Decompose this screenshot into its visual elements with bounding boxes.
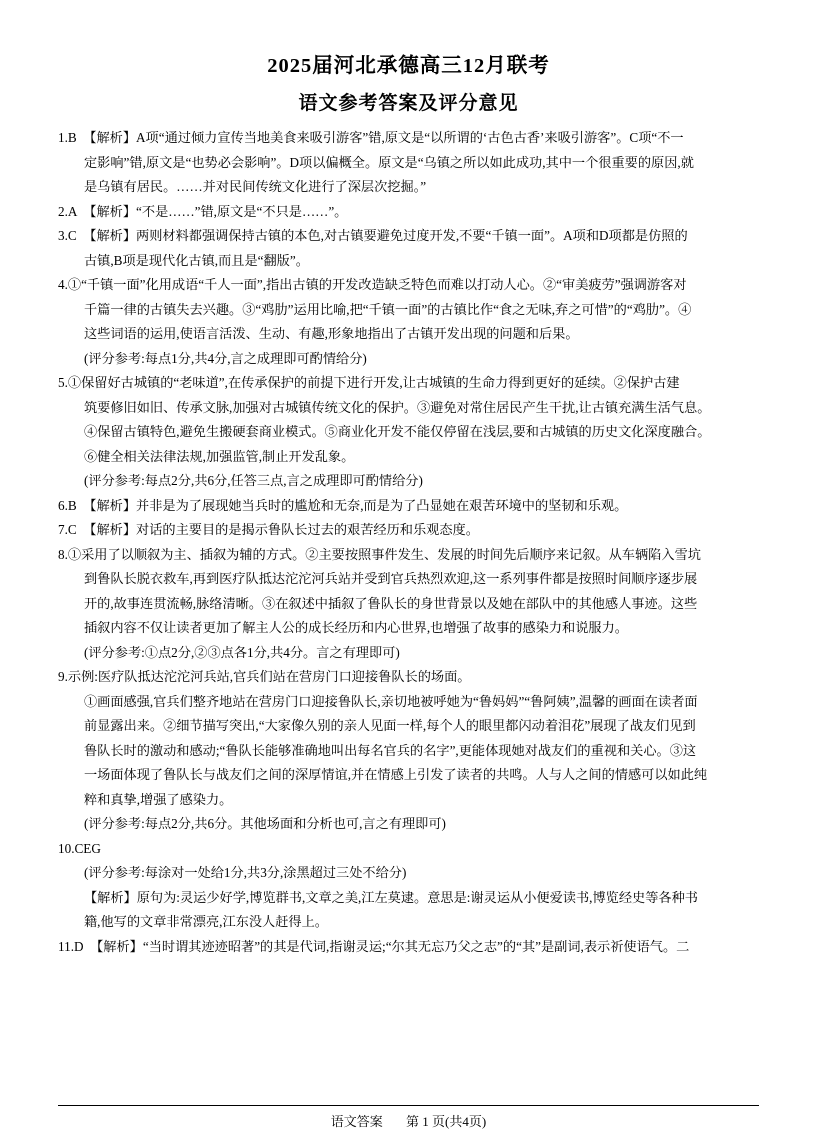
answer-line: 千篇一律的古镇失去兴趣。③“鸡肋”运用比喻,把“千镇一面”的古镇比作“食之无味,弃之可惜”的“鸡肋”。④ xyxy=(84,301,692,317)
answer-item-5 xyxy=(58,371,759,493)
footer-page-number: 第 1 页(共4页) xyxy=(406,1114,487,1129)
answer-line: 一场面体现了鲁队长与战友们之间的深厚情谊,并在情感上引发了读者的共鸣。人与人之间的情感可以如此纯 xyxy=(84,767,708,783)
answer-line: 6.B 【解析】并非是为了展现她当兵时的尴尬和无奈,而是为了凸显她在艰苦环境中的坚韧和乐观。 xyxy=(58,497,628,513)
page-subtitle: 语文参考答案及评分意见 xyxy=(298,92,519,114)
answer-line: 到鲁队长脱衣救车,再到医疗队抵达沱沱河兵站并受到官兵热烈欢迎,这一系列事件都是按照时间顺序逐步展 xyxy=(84,571,698,587)
answer-explanation: 【解析】原句为:灵运少好学,博览群书,文章之美,江左莫逮。意思是:谢灵运从小便爱读书,博览经史等各种书 xyxy=(84,889,698,905)
answer-line: 粹和真挚,增强了感染力。 xyxy=(84,791,233,807)
answer-line: 3.C 【解析】两则材料都强调保持古镇的本色,对古镇要避免过度开发,不要“千镇一面”。A项和D项都是仿照的 xyxy=(58,228,688,244)
answer-line: 古镇,B项是现代化古镇,而且是“翻版”。 xyxy=(84,252,309,268)
answer-item-4 xyxy=(58,273,759,370)
answer-item-9 xyxy=(58,665,759,836)
answer-line: 7.C 【解析】对话的主要目的是揭示鲁队长过去的艰苦经历和乐观态度。 xyxy=(58,522,479,538)
answer-line: 9.示例:医疗队抵达沱沱河兵站,官兵们站在营房门口迎接鲁队长的场面。 xyxy=(58,669,471,685)
answer-line: 5.①保留好古城镇的“老味道”,在传承保护的前提下进行开发,让古城镇的生命力得到更好的延续。②保护古建 xyxy=(58,375,680,391)
answer-line: ⑥健全相关法律法规,加强监管,制止开发乱象。 xyxy=(84,448,355,464)
answer-line: 鲁队长时的激动和感动;“鲁队长能够准确地叫出每名官兵的名字”,更能体现她对战友们的重视和关心。③这 xyxy=(84,742,697,758)
answer-item-3 xyxy=(58,224,759,272)
footer-divider xyxy=(58,1105,759,1106)
answer-item-2 xyxy=(58,200,759,224)
answer-line: 前显露出来。②细节描写突出,“大家像久别的亲人见面一样,每个人的眼里都闪动着泪花”展现了战友们见到 xyxy=(84,718,696,734)
answers-body xyxy=(58,126,759,958)
answer-line: 定影响”错,原文是“也势必会影响”。D项以偏概全。原文是“乌镇之所以如此成功,其中一个很重要的原因,就 xyxy=(84,154,694,170)
answer-line: 1.B 【解析】A项“通过倾力宣传当地美食来吸引游客”错,原文是“以所谓的‘古色古香’来吸引游客”。C项“不一 xyxy=(58,130,684,146)
scoring-note: (评分参考:每点2分,共6分,任答三点,言之成理即可酌情给分) xyxy=(84,473,423,489)
answer-item-10 xyxy=(58,837,759,934)
answer-line: 10.CEG xyxy=(58,840,101,856)
answer-line: ④保留古镇特色,避免生搬硬套商业模式。⑤商业化开发不能仅停留在浅层,要和古城镇的历史文化深度融合。 xyxy=(84,424,711,440)
page-title: 2025届河北承德高三12月联考 xyxy=(267,55,550,77)
answer-line: 8.①采用了以顺叙为主、插叙为辅的方式。②主要按照事件发生、发展的时间先后顺序来记叙。从车辆陷入雪坑 xyxy=(58,546,701,562)
answer-line: 这些词语的运用,使语言活泼、生动、有趣,形象地指出了古镇开发出现的问题和后果。 xyxy=(84,326,579,342)
answer-item-8 xyxy=(58,543,759,665)
answer-item-6 xyxy=(58,494,759,518)
scoring-note: (评分参考:①点2分,②③点各1分,共4分。言之有理即可) xyxy=(84,644,400,660)
answer-line: ①画面感强,官兵们整齐地站在营房门口迎接鲁队长,亲切地被呼她为“鲁妈妈”“鲁阿姨”,温馨的画面在读者面 xyxy=(84,693,698,709)
answer-line: 开的,故事连贯流畅,脉络清晰。③在叙述中插叙了鲁队长的身世背景以及她在部队中的其他感人事迹。这些 xyxy=(84,595,698,611)
footer-label: 语文答案 xyxy=(330,1114,383,1129)
scoring-note: (评分参考:每涂对一处给1分,共3分,涂黑超过三处不给分) xyxy=(84,865,407,881)
answer-item-1 xyxy=(58,126,759,199)
answer-line: 插叙内容不仅让读者更加了解主人公的成长经历和内心世界,也增强了故事的感染力和说服力。 xyxy=(84,620,628,636)
answer-line: 11.D 【解析】“当时谓其迹迹昭著”的其是代词,指谢灵运;“尔其无忘乃父之志”的“其”是副词,表示祈使语气。二 xyxy=(58,938,690,954)
answer-explanation: 籍,他写的文章非常漂亮,江东没人赶得上。 xyxy=(84,914,328,930)
answer-line: 是乌镇有居民。……并对民间传统文化进行了深层次挖掘。” xyxy=(84,179,427,195)
answer-line: 2.A 【解析】“不是……”错,原文是“不只是……”。 xyxy=(58,203,348,219)
answer-line: 筑要修旧如旧、传承文脉,加强对古城镇传统文化的保护。③避免对常住居民产生干扰,让古镇充满生活气息。 xyxy=(84,399,711,415)
scoring-note: (评分参考:每点2分,共6分。其他场面和分析也可,言之有理即可) xyxy=(84,816,446,832)
answer-item-7 xyxy=(58,518,759,542)
answer-item-11 xyxy=(58,935,759,959)
scoring-note: (评分参考:每点1分,共4分,言之成理即可酌情给分) xyxy=(84,350,367,366)
answer-line: 4.①“千镇一面”化用成语“千人一面”,指出古镇的开发改造缺乏特色而难以打动人心。②“审美疲劳”强调游客对 xyxy=(58,277,687,293)
page-footer xyxy=(0,1109,817,1132)
